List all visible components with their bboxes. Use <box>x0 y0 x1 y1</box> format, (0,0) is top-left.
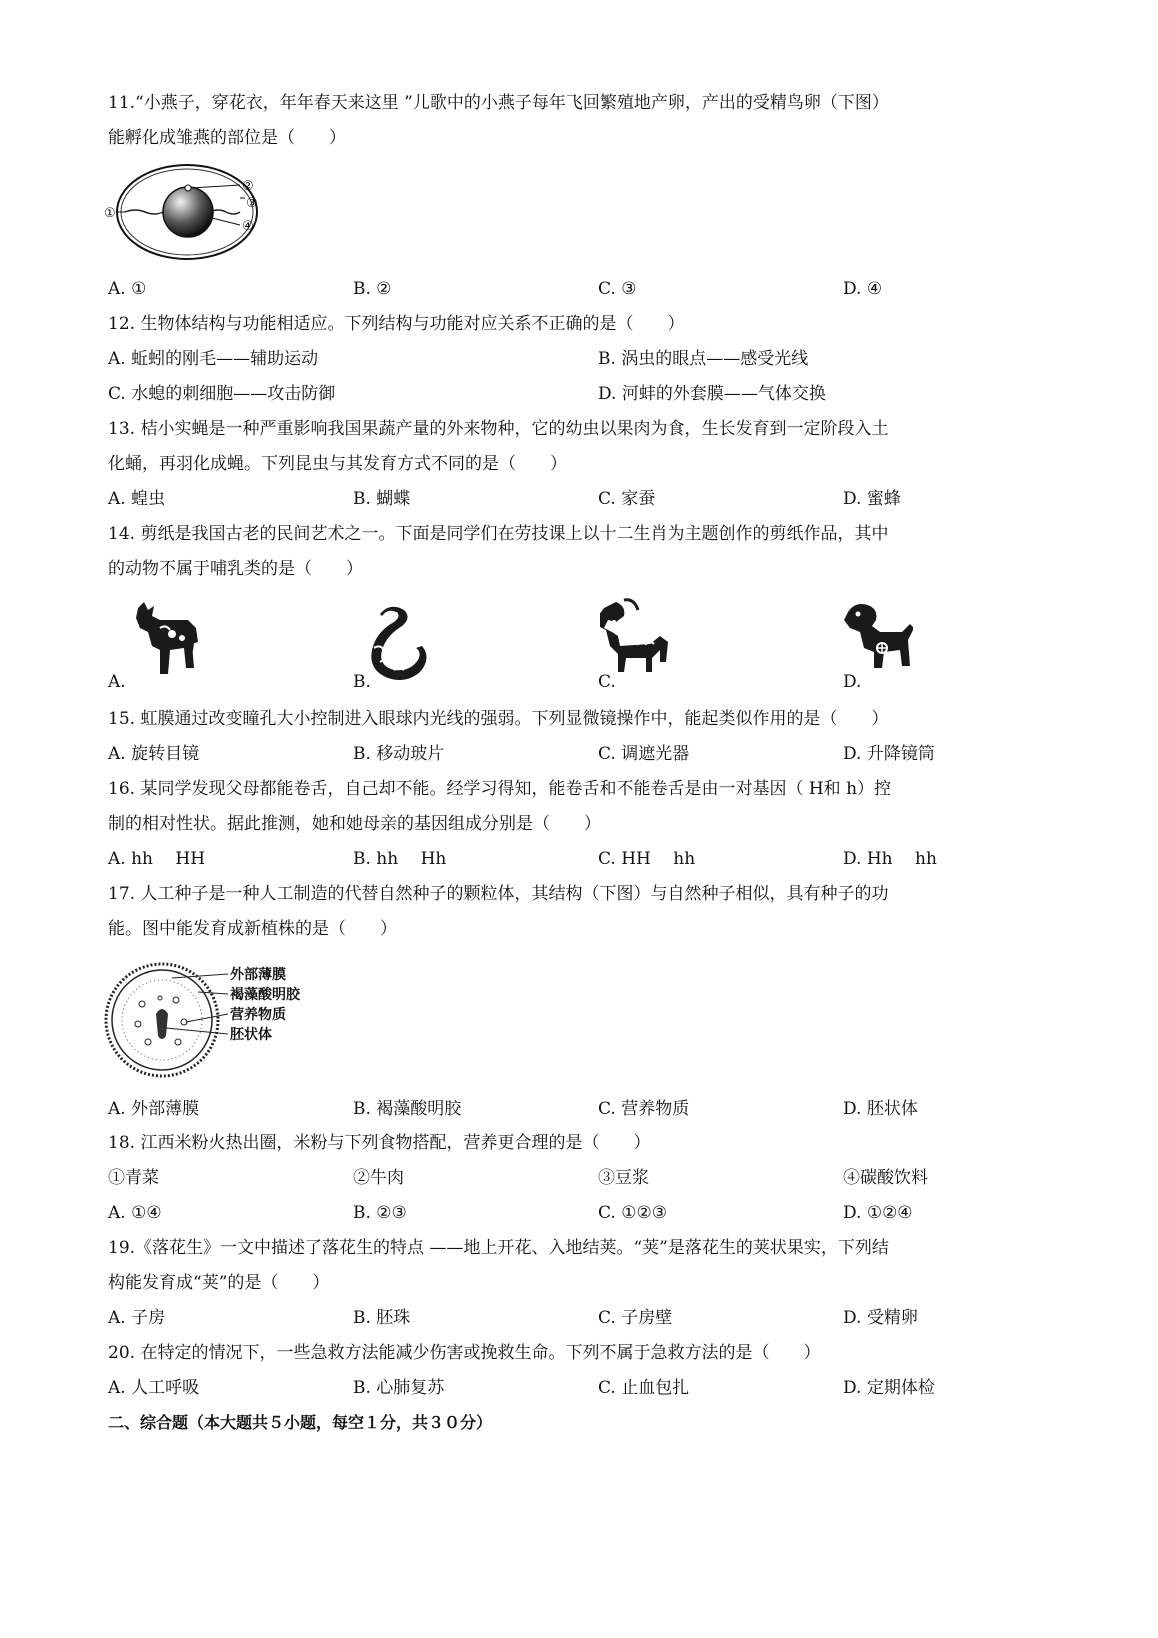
q17-option-a: A. 外部薄膜 <box>108 1099 200 1119</box>
q19-option-d: D. 受精卵 <box>843 1308 918 1328</box>
artificial-seed-figure <box>100 958 330 1083</box>
q12-option-b: B. 涡虫的眼点——感受光线 <box>598 349 809 369</box>
q15-options <box>108 742 1058 766</box>
q12-option-a: A. 蚯蚓的刚毛——辅助运动 <box>108 349 319 369</box>
egg-label-4: ④ <box>242 219 254 234</box>
q13-option-a: A. 蝗虫 <box>108 489 166 509</box>
egg-label-2: ② <box>242 179 254 194</box>
seed-label-gel: 褐藻酸明胶 <box>230 987 300 1003</box>
seed-label-nutrients: 营养物质 <box>230 1007 286 1023</box>
q16-option-b: B. hh Hh <box>353 849 447 869</box>
q14-option-c: C. <box>598 672 616 692</box>
q12-options-row1 <box>108 347 1058 371</box>
q19-stem-line2: 构能发育成“荚”的是（ ） <box>108 1273 330 1293</box>
q14-option-d: D. <box>843 672 862 692</box>
q18-options <box>108 1201 1058 1225</box>
q15-option-c: C. 调遮光器 <box>598 744 690 764</box>
q20-option-b: B. 心肺复苏 <box>353 1378 445 1398</box>
q13-option-c: C. 家蚕 <box>598 489 656 509</box>
q12-stem: 12. 生物体结构与功能相适应。下列结构与功能对应关系不正确的是（ ） <box>108 314 685 334</box>
q16-options <box>108 847 1058 871</box>
q16-option-c: C. HH hh <box>598 849 696 869</box>
q19-option-a: A. 子房 <box>108 1308 166 1328</box>
q19-stem-line1: 19.《落花生》一文中描述了落花生的特点 ——地上开花、入地结荚。“荚”是落花生的荚状果实，下列结 <box>108 1238 889 1258</box>
q11-options <box>108 277 1058 301</box>
section-2-heading: 二、综合题（本大题共５小题，每空１分，共３０分） <box>108 1413 493 1432</box>
q17-option-c: C. 营养物质 <box>598 1099 690 1119</box>
q15-stem: 15. 虹膜通过改变瞳孔大小控制进入眼球内光线的强弱。下列显微镜操作中，能起类似作用的是（ ） <box>108 709 889 729</box>
q12-option-d: D. 河蚌的外套膜——气体交换 <box>598 384 826 404</box>
q13-option-b: B. 蝴蝶 <box>353 489 411 509</box>
q18-stem: 18. 江西米粉火热出圈，米粉与下列食物搭配，营养更合理的是（ ） <box>108 1133 651 1153</box>
q14-options <box>108 670 1058 694</box>
q18-food-3: ③豆浆 <box>598 1168 649 1188</box>
q12-options-row2 <box>108 382 1058 406</box>
seed-label-embryoid: 胚状体 <box>230 1027 272 1043</box>
q17-option-d: D. 胚状体 <box>843 1099 918 1119</box>
q12-option-c: C. 水螅的刺细胞——攻击防御 <box>108 384 336 404</box>
q19-option-c: C. 子房壁 <box>598 1308 673 1328</box>
q18-option-d: D. ①②④ <box>843 1203 913 1223</box>
q15-option-a: A. 旋转目镜 <box>108 744 200 764</box>
q11-option-a: A. ① <box>108 279 147 299</box>
q14-option-a: A. <box>108 672 126 692</box>
q20-option-c: C. 止血包扎 <box>598 1378 690 1398</box>
q11-stem-line2: 能孵化成雏燕的部位是（ ） <box>108 128 346 148</box>
q20-option-a: A. 人工呼吸 <box>108 1378 200 1398</box>
q20-stem: 20. 在特定的情况下，一些急救方法能减少伤害或挽救生命。下列不属于急救方法的是（ ） <box>108 1343 821 1363</box>
q17-options <box>108 1097 1058 1121</box>
q14-option-b: B. <box>353 672 371 692</box>
q19-options <box>108 1306 1058 1330</box>
q18-food-1: ①青菜 <box>108 1168 159 1188</box>
q13-options <box>108 487 1058 511</box>
q18-food-4: ④碳酸饮料 <box>843 1168 928 1188</box>
q16-option-d: D. Hh hh <box>843 849 937 869</box>
q14-stem-line2: 的动物不属于哺乳类的是（ ） <box>108 559 363 579</box>
q18-foods <box>108 1166 1058 1190</box>
q18-food-2: ②牛肉 <box>353 1168 404 1188</box>
q13-stem-line2: 化蛹，再羽化成蝇。下列昆虫与其发育方式不同的是（ ） <box>108 454 567 474</box>
q16-option-a: A. hh HH <box>108 849 206 869</box>
q18-option-b: B. ②③ <box>353 1203 407 1223</box>
q15-option-b: B. 移动玻片 <box>353 744 445 764</box>
seed-label-membrane: 外部薄膜 <box>230 967 286 983</box>
q18-option-c: C. ①②③ <box>598 1203 667 1223</box>
q20-option-d: D. 定期体检 <box>843 1378 935 1398</box>
egg-label-3: ③ <box>246 196 258 211</box>
q19-option-b: B. 胚珠 <box>353 1308 411 1328</box>
egg-label-1: ① <box>104 206 116 221</box>
q17-stem-line2: 能。图中能发育成新植株的是（ ） <box>108 919 397 939</box>
q11-option-c: C. ③ <box>598 279 637 299</box>
q13-option-d: D. 蜜蜂 <box>843 489 901 509</box>
q13-stem-line1: 13. 桔小实蝇是一种严重影响我国果蔬产量的外来物种，它的幼虫以果肉为食，生长发育到一定阶段入土 <box>108 419 889 439</box>
q14-stem-line1: 14. 剪纸是我国古老的民间艺术之一。下面是同学们在劳技课上以十二生肖为主题创作的剪纸作品，其中 <box>108 524 889 544</box>
q11-stem-line1: 11.“小燕子，穿花衣，年年春天来这里 ”儿歌中的小燕子每年飞回繁殖地产卵，产出的受精鸟卵（下图） <box>108 93 889 113</box>
q15-option-d: D. 升降镜筒 <box>843 744 935 764</box>
q16-stem-line1: 16. 某同学发现父母都能卷舌，自己却不能。经学习得知，能卷舌和不能卷舌是由一对基因（ H和 h）控 <box>108 779 892 799</box>
q11-option-b: B. ② <box>353 279 392 299</box>
bird-egg-figure <box>100 160 270 270</box>
q11-option-d: D. ④ <box>843 279 883 299</box>
q16-stem-line2: 制的相对性状。据此推测，她和她母亲的基因组成分别是（ ） <box>108 814 601 834</box>
q20-options <box>108 1376 1058 1400</box>
q17-option-b: B. 褐藻酸明胶 <box>353 1099 462 1119</box>
q17-stem-line1: 17. 人工种子是一种人工制造的代替自然种子的颗粒体，其结构（下图）与自然种子相似，具有种子的功 <box>108 884 889 904</box>
q18-option-a: A. ①④ <box>108 1203 162 1223</box>
